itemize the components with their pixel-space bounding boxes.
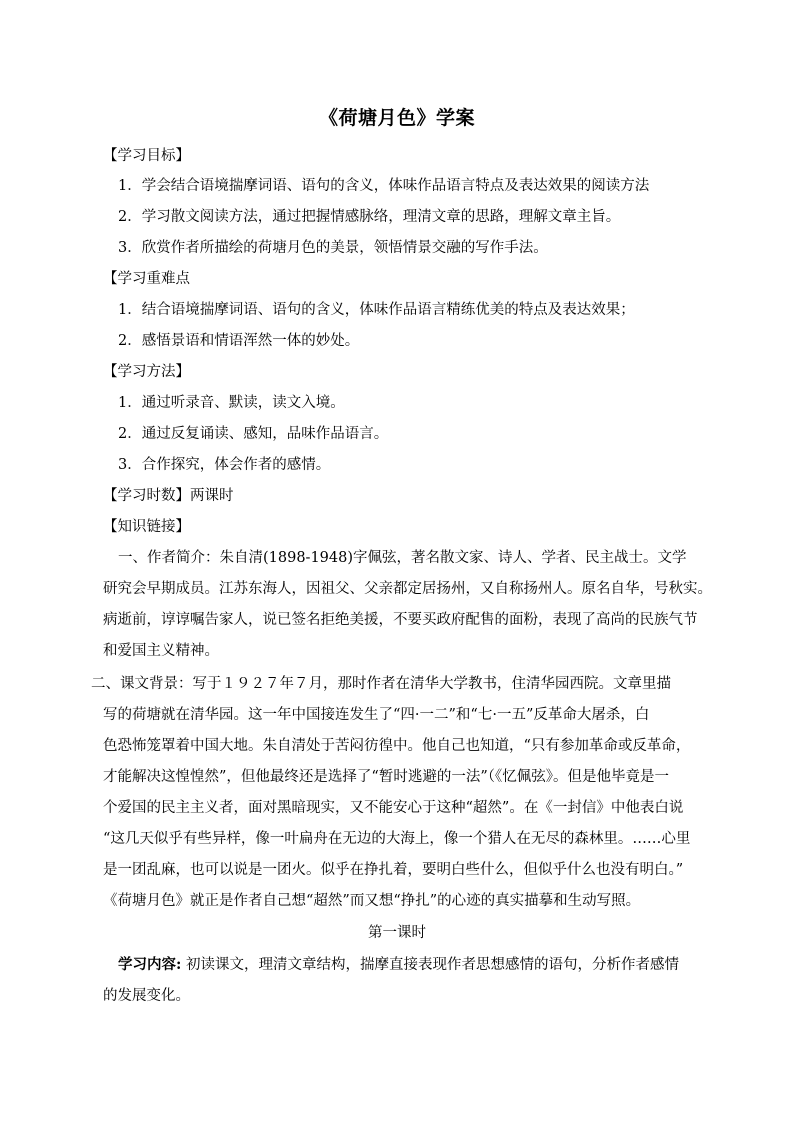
goals-item-3: 3．欣赏作者所描绘的荷塘月色的美景，领悟情景交融的写作手法。 [118, 240, 548, 256]
lesson-1-heading: 第一课时 [368, 925, 426, 941]
background-line-1: 二、课文背景：写于１９２７年７月，那时作者在清华大学教书，住清华园西院。文章里描 [91, 676, 671, 692]
method-heading: 【学习方法】 [103, 364, 190, 380]
hours-value: 两课时 [190, 488, 234, 504]
goals-heading: 【学习目标】 [103, 148, 190, 164]
goals-item-1: 1．学会结合语境揣摩词语、语句的含义，体味作品语言特点及表达效果的阅读方法 [118, 178, 650, 194]
document-title: 《荷塘月色》学案 [318, 107, 475, 129]
background-line-6: “这几天似乎有些异样，像一叶扁舟在无边的大海上，像一个猎人在无尽的森林里。……心里 [103, 831, 691, 847]
key-points-item-2: 2．感悟景语和情语浑然一体的妙处。 [118, 333, 360, 349]
lesson-1-content-text: 初读课文，理清文章结构，揣摩直接表现作者思想感情的语句，分析作者感情 [181, 957, 679, 973]
method-item-3: 3．合作探究，体会作者的感情。 [118, 457, 331, 473]
key-points-item-1: 1．结合语境揣摩词语、语句的含义，体味作品语言精练优美的特点及表达效果； [118, 302, 635, 318]
link-heading: 【知识链接】 [103, 519, 190, 535]
background-line-8: 《荷塘月色》就正是作者自己想“超然”而又想“挣扎”的心迹的真实描摹和生动写照。 [103, 893, 641, 909]
background-line-3: 色恐怖笼罩着中国大地。朱自清处于苦闷彷徨中。他自己也知道，“只有参加革命或反革命， [103, 738, 691, 754]
goals-item-2: 2．学习散文阅读方法，通过把握情感脉络，理清文章的思路，理解文章主旨。 [118, 209, 621, 225]
lesson-1-content-line-1 [118, 955, 679, 975]
lesson-1-content-line-2: 的发展变化。 [103, 988, 190, 1004]
lesson-1-content-label: 学习内容: [118, 956, 182, 973]
background-line-5: 个爱国的民主主义者，面对黑暗现实，又不能安心于这种“超然”。在《一封信》中他表白说 [103, 800, 684, 816]
key-points-heading: 【学习重难点 [103, 271, 190, 287]
method-item-1: 1．通过听录音、默读，读文入境。 [118, 395, 345, 411]
author-intro-line-3: 病逝前，谆谆嘱告家人，说已签名拒绝美援，不要买政府配售的面粉，表现了高尚的民族气节 [103, 612, 698, 628]
hours-heading: 【学习时数】 [103, 488, 190, 504]
background-line-4: 才能解决这惶惶然”，但他最终还是选择了“暂时逃避的一法”（《忆佩弦》。但是他毕竟是一 [103, 769, 669, 785]
method-item-2: 2．通过反复诵读、感知，品味作品语言。 [118, 426, 389, 442]
background-line-2: 写的荷塘就在清华园。这一年中国接连发生了“四·一二”和“七·一五”反革命大屠杀，白 [103, 707, 650, 723]
background-line-7: 是一团乱麻，也可以说是一团火。似乎在挣扎着，要明白些什么，但似乎什么也没有明白。” [103, 862, 684, 878]
hours-row [103, 486, 234, 506]
author-intro-line-4: 和爱国主义精神。 [103, 643, 219, 659]
author-intro-line-1: 一、作者简介：朱自清(1898-1948)字佩弦，著名散文家、诗人、学者、民主战士。文学 [118, 550, 687, 566]
author-intro-line-2: 研究会早期成员。江苏东海人，因祖父、父亲都定居扬州，又自称扬州人。原名自华，号秋实。 [103, 581, 712, 597]
